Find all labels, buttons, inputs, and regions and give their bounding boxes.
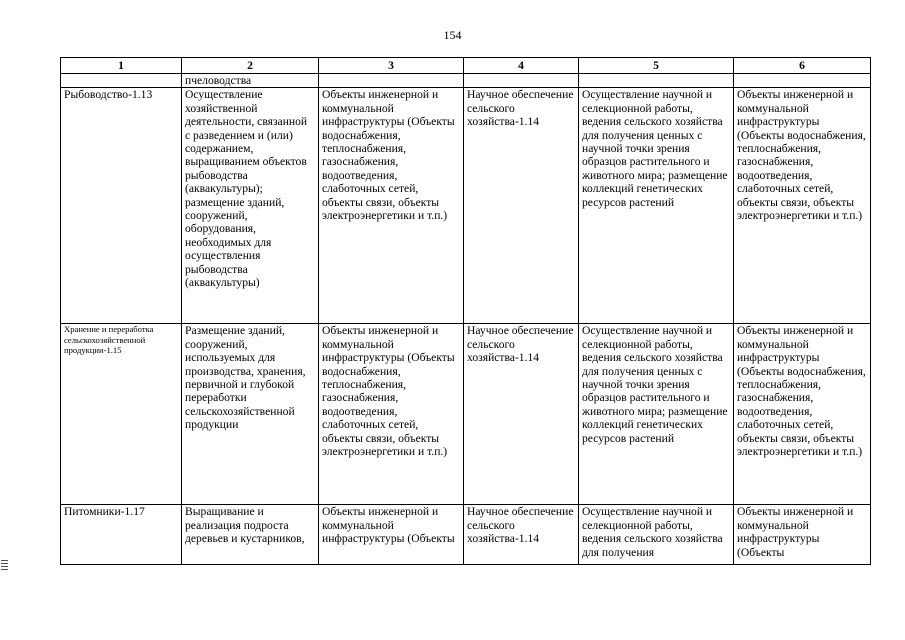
- cell-conditional-description: Осуществление научной и селекционной работы, ведения сельского хозяйства для получения: [579, 505, 734, 565]
- cell-auxiliary-objects: Объекты инженерной и коммунальной инфраструктуры (Объекты водоснабжения, теплоснабжения, газоснабжения, водоотведения, слаботочных сетей, объекты связи, объекты электроэнергетики и т.п.): [319, 324, 464, 505]
- cell-conditional-auxiliary: Объекты инженерной и коммунальной инфраструктуры (Объекты водоснабжения, теплоснабжения, газоснабжения, водоотведения, слаботочных сетей, объекты связи, объекты электроэнергетики и т.п.): [734, 324, 871, 505]
- cell-use-description: Выращивание и реализация подроста деревьев и кустарников,: [182, 505, 319, 565]
- land-use-table: [60, 57, 871, 565]
- cell-conditional-auxiliary: Объекты инженерной и коммунальной инфраструктуры (Объекты водоснабжения, теплоснабжения, газоснабжения, водоотведения, слаботочных сетей, объекты связи, объекты электроэнергетики и т.п.): [734, 88, 871, 324]
- cell-conditional-use: [464, 74, 579, 88]
- cell-use-description: Осуществление хозяйственной деятельности, связанной с разведением и (или) содержанием, выращиванием объектов рыбоводства (аквакультуры); размещение зданий, сооружений, оборудования, необходимых для осуществления рыбоводства (аквакультуры): [182, 88, 319, 324]
- column-header-4: 4: [464, 58, 579, 74]
- cell-use-type: [61, 74, 182, 88]
- column-header-2: 2: [182, 58, 319, 74]
- cell-conditional-description: Осуществление научной и селекционной работы, ведения сельского хозяйства для получения ценных с научной точки зрения образцов растительного и животного мира; размещение коллекций генетических ресурсов растений: [579, 324, 734, 505]
- cell-conditional-use: Научное обеспечение сельского хозяйства-1.14: [464, 324, 579, 505]
- column-header-3: 3: [319, 58, 464, 74]
- table-row: [61, 88, 871, 324]
- page-number: 154: [443, 28, 462, 42]
- table-row: [61, 324, 871, 505]
- cell-conditional-use: Научное обеспечение сельского хозяйства-1.14: [464, 505, 579, 565]
- table-row: [61, 505, 871, 565]
- cell-conditional-description: Осуществление научной и селекционной работы, ведения сельского хозяйства для получения ценных с научной точки зрения образцов растительного и животного мира; размещение коллекций генетических ресурсов растений: [579, 88, 734, 324]
- cell-conditional-auxiliary: Объекты инженерной и коммунальной инфраструктуры (Объекты: [734, 505, 871, 565]
- column-header-5: 5: [579, 58, 734, 74]
- cell-use-type: Рыбоводство-1.13: [61, 88, 182, 324]
- cell-conditional-use: Научное обеспечение сельского хозяйства-1.14: [464, 88, 579, 324]
- cell-auxiliary-objects: [319, 74, 464, 88]
- column-header-1: 1: [61, 58, 182, 74]
- cell-use-description: Размещение зданий, сооружений, используемых для производства, хранения, первичной и глубокой переработки сельскохозяйственной продукции: [182, 324, 319, 505]
- cell-auxiliary-objects: Объекты инженерной и коммунальной инфраструктуры (Объекты: [319, 505, 464, 565]
- cell-conditional-auxiliary: [734, 74, 871, 88]
- cell-use-description: пчеловодства: [182, 74, 319, 88]
- cell-use-type: Питомники-1.17: [61, 505, 182, 565]
- table-header-row: [61, 58, 871, 74]
- column-header-6: 6: [734, 58, 871, 74]
- table-row: [61, 74, 871, 88]
- scan-margin-mark: [1, 560, 8, 578]
- cell-conditional-description: [579, 74, 734, 88]
- cell-auxiliary-objects: Объекты инженерной и коммунальной инфраструктуры (Объекты водоснабжения, теплоснабжения, газоснабжения, водоотведения, слаботочных сетей, объекты связи, объекты электроэнергетики и т.п.): [319, 88, 464, 324]
- cell-use-type: Хранение и переработка сельскохозяйственной продукции-1.15: [61, 324, 182, 505]
